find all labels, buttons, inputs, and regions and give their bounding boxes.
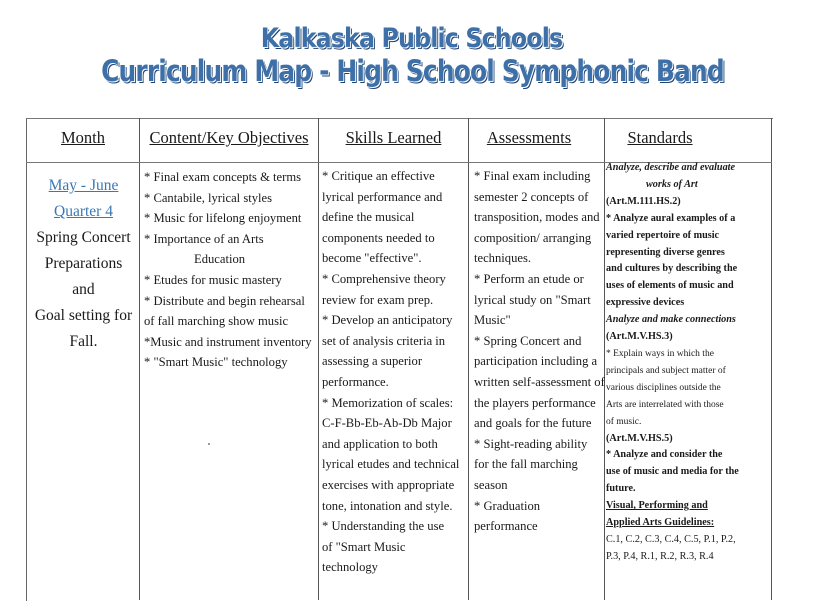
standard-line: representing diverse genres — [606, 246, 725, 258]
guidelines-codes: C.1, C.2, C.3, C.4, C.5, P.1, P.2, — [606, 533, 736, 545]
assessment-line: lyrical study on "Smart — [474, 292, 591, 307]
guidelines-codes: P.3, P.4, R.1, R.2, R.3, R.4 — [606, 550, 714, 562]
skills-line: assessing a superior — [322, 354, 423, 369]
content-line: * "Smart Music" technology — [144, 355, 288, 370]
standard-heading: Analyze, describe and evaluate — [606, 162, 736, 173]
standard-code: (Art.M.V.HS.3) — [606, 331, 673, 343]
guidelines-heading: Applied Arts Guidelines: — [606, 517, 715, 529]
skills-line: performance. — [322, 374, 389, 389]
content-line: of fall marching show music — [144, 314, 289, 329]
standard-line: and cultures by describing the — [606, 263, 738, 275]
school-name: Kalkaska Public Schools — [260, 23, 563, 54]
assessment-line: for the fall marching — [474, 457, 578, 472]
month-text: Spring Concert — [36, 229, 131, 246]
content-line: * Final exam concepts & terms — [144, 170, 302, 184]
assessment-line: composition/ arranging — [474, 230, 592, 245]
content-line: Education — [194, 252, 246, 267]
standard-line: Arts are interrelated with those — [606, 399, 724, 410]
standard-line: future. — [606, 483, 636, 495]
skills-line: and application to both — [322, 436, 438, 451]
standard-line: * Analyze and consider the — [606, 449, 723, 461]
skills-line: technology — [322, 560, 378, 575]
content-line: * Distribute and begin rehearsal — [144, 293, 305, 308]
content-line: * Importance of an Arts — [144, 231, 264, 246]
skills-line: define the musical — [322, 210, 415, 225]
skills-line: review for exam prep. — [322, 292, 434, 307]
skills-line: * Critique an effective — [322, 169, 435, 183]
assessment-line: Music" — [474, 313, 511, 328]
month-link[interactable]: May - June — [48, 177, 119, 194]
skills-line: of "Smart Music — [322, 539, 406, 554]
content-line: *Music and instrument inventory — [144, 334, 312, 349]
quarter-link[interactable]: Quarter 4 — [54, 203, 113, 220]
assessment-line: and goals for the future — [474, 416, 592, 431]
document-title — [0, 22, 825, 88]
skills-line: * Memorization of scales: — [322, 395, 454, 410]
assessment-line: * Perform an etude or — [474, 271, 584, 286]
month-text: Preparations — [44, 255, 123, 272]
standard-line: various disciplines outside the — [606, 382, 721, 393]
skills-line: become "effective". — [322, 251, 422, 266]
assessment-line: * Final exam including — [474, 169, 591, 183]
standard-line: expressive devices — [606, 297, 685, 309]
skills-line: set of analysis criteria in — [322, 333, 446, 348]
header-content: Content/Key Objectives — [149, 128, 309, 147]
content-line: * Music for lifelong enjoyment — [144, 211, 302, 226]
standard-line: principals and subject matter of — [606, 365, 726, 376]
skills-line: tone, intonation and style. — [322, 498, 453, 513]
assessment-line: participation including a — [474, 354, 598, 369]
skills-line: * Understanding the use — [322, 519, 445, 534]
assessment-line: techniques. — [474, 251, 532, 266]
standard-line: varied repertoire of music — [606, 229, 720, 241]
header-standards: Standards — [627, 128, 693, 147]
assessment-line: written self-assessment of — [474, 374, 605, 389]
standard-line: of music. — [606, 416, 642, 427]
standard-code: (Art.M.111.HS.2) — [606, 195, 681, 207]
header-month: Month — [60, 128, 105, 147]
scan-speck — [208, 443, 210, 445]
assessment-line: season — [474, 477, 508, 492]
header-skills: Skills Learned — [345, 128, 442, 147]
assessment-line: performance — [474, 519, 538, 534]
skills-line: * Develop an anticipatory — [322, 313, 453, 328]
standard-line: * Analyze aural examples of a — [606, 212, 736, 224]
column-divider — [468, 118, 469, 600]
column-divider — [318, 118, 319, 600]
assessment-line: * Sight-reading ability — [474, 436, 588, 451]
content-cell — [144, 167, 318, 373]
assessment-line: transposition, modes and — [474, 210, 600, 225]
standard-line: uses of elements of music and — [606, 280, 734, 292]
skills-line: lyrical performance and — [322, 189, 443, 204]
content-line: * Etudes for music mastery — [144, 272, 282, 287]
assessment-line: * Spring Concert and — [474, 333, 582, 348]
assessment-line: * Graduation — [474, 498, 541, 513]
skills-cell — [322, 166, 468, 578]
skills-line: C-F-Bb-Eb-Ab-Db Major — [322, 416, 452, 431]
assessments-cell — [474, 166, 605, 537]
month-text: Fall. — [69, 333, 98, 350]
content-line: * Cantabile, lyrical styles — [144, 190, 273, 205]
standard-heading: works of Art — [646, 178, 698, 190]
month-text: Goal setting for — [34, 307, 133, 324]
standard-line: * Explain ways in which the — [606, 348, 714, 359]
assessment-line: semester 2 concepts of — [474, 189, 589, 204]
guidelines-heading: Visual, Performing and — [606, 500, 708, 512]
curriculum-map-title: Curriculum Map - High School Symphonic Band — [101, 54, 724, 88]
header-assessments: Assessments — [486, 128, 572, 147]
skills-line: exercises with appropriate — [322, 477, 455, 492]
standards-cell — [606, 160, 776, 566]
assessment-line: the players performance — [474, 395, 596, 410]
month-cell — [27, 173, 140, 355]
skills-line: components needed to — [322, 230, 435, 245]
standard-code: (Art.M.V.HS.5) — [606, 432, 673, 444]
standard-line: use of music and media for the — [606, 466, 739, 478]
skills-line: * Comprehensive theory — [322, 271, 446, 286]
standard-heading: Analyze and make connections — [606, 314, 736, 326]
skills-line: lyrical etudes and technical — [322, 457, 460, 472]
month-text: and — [72, 281, 95, 298]
